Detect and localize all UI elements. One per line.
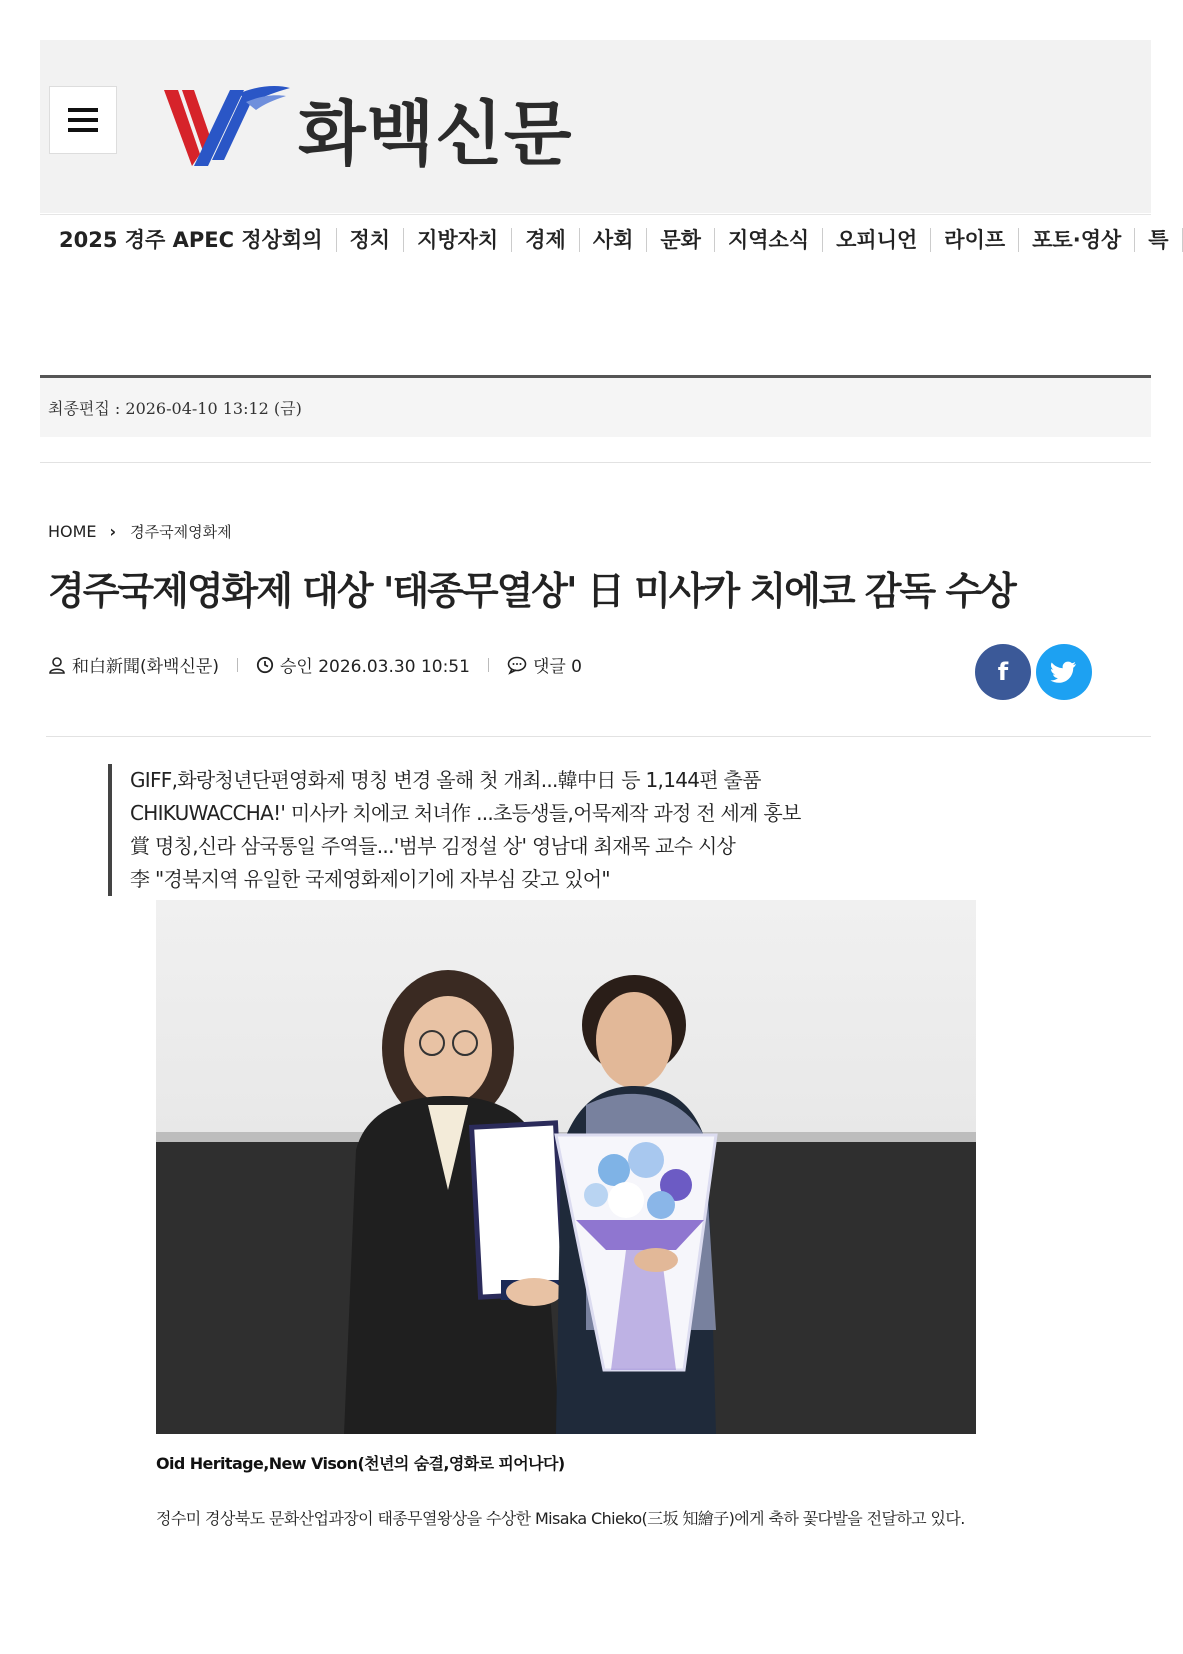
approved-date: 승인 2026.03.30 10:51	[279, 657, 470, 677]
breadcrumb-home[interactable]: HOME	[48, 522, 97, 541]
summary-line: 賞 명칭,신라 삼국통일 주역들...'범부 김정설 상' 영남대 최재목 교수 시상	[130, 834, 736, 858]
nav-item-life[interactable]: 라이프	[931, 228, 1019, 252]
nav-item-culture[interactable]: 문화	[647, 228, 715, 252]
facebook-share-button[interactable]	[975, 644, 1031, 700]
nav-item-apec[interactable]: 2025 경주 APEC 정상회의	[40, 228, 337, 252]
divider	[46, 736, 1151, 737]
summary-line: CHIKUWACCHA!' 미사카 치에코 처녀作 ...초등생들,어묵제작 과정 전 세계 홍보	[130, 801, 801, 825]
site-header	[40, 40, 1151, 213]
chevron-right-icon: ›	[109, 522, 117, 541]
logo-mark	[164, 86, 292, 170]
breadcrumb-section[interactable]: 경주국제영화제	[130, 523, 232, 541]
comment-icon	[507, 656, 527, 674]
menu-button[interactable]	[49, 86, 117, 154]
site-logo[interactable]	[164, 78, 572, 178]
article-photo[interactable]	[156, 900, 976, 1434]
article-title: 경주국제영화제 대상 '태종무열상' 日 미사카 치에코 감독 수상	[48, 569, 1015, 613]
last-edited-text: 최종편집 : 2026-04-10 13:12 (금)	[48, 399, 302, 418]
award-ceremony-photo	[156, 900, 976, 1434]
hamburger-icon	[68, 108, 98, 112]
nav-item-regional[interactable]: 지역소식	[715, 228, 823, 252]
logo-text: 화백신문	[298, 92, 573, 175]
photo-caption-title: Oid Heritage,New Vison(천년의 숨결,영화로 피어나다)	[156, 1454, 565, 1473]
author-name[interactable]: 和白新聞(화백신문)	[72, 657, 219, 677]
nav-item-local-gov[interactable]: 지방자치	[404, 228, 512, 252]
nav-item-society[interactable]: 사회	[580, 228, 648, 252]
nav-item-politics[interactable]: 정치	[337, 228, 405, 252]
last-edited-bar	[40, 375, 1151, 437]
comment-count[interactable]: 댓글 0	[532, 657, 583, 677]
clock-icon	[256, 656, 274, 674]
twitter-bird-icon	[1051, 661, 1077, 683]
nav-item-opinion[interactable]: 오피니언	[823, 228, 931, 252]
user-icon	[48, 656, 66, 674]
twitter-share-button[interactable]	[1036, 644, 1092, 700]
nav-item-special[interactable]: 특	[1135, 228, 1182, 252]
article-summary	[108, 764, 801, 896]
divider	[40, 462, 1151, 463]
photo-caption: 정수미 경상북도 문화산업과장이 태종무열왕상을 수상한 Misaka Chieko(三坂 知繪子)에게 축하 꽃다발을 전달하고 있다.	[156, 1509, 965, 1528]
nav-item-photo-video[interactable]: 포토·영상	[1019, 228, 1135, 252]
nav-item-economy[interactable]: 경제	[512, 228, 580, 252]
summary-line: 李 "경북지역 유일한 국제영화제이기에 자부심 갖고 있어"	[130, 867, 610, 891]
facebook-icon: f	[997, 658, 1009, 686]
summary-line: GIFF,화랑청년단편영화제 명칭 변경 올해 첫 개최...韓中日 등 1,144편 출품	[130, 768, 761, 792]
article-meta	[48, 652, 582, 677]
main-nav	[40, 214, 1169, 265]
breadcrumb	[48, 521, 232, 542]
